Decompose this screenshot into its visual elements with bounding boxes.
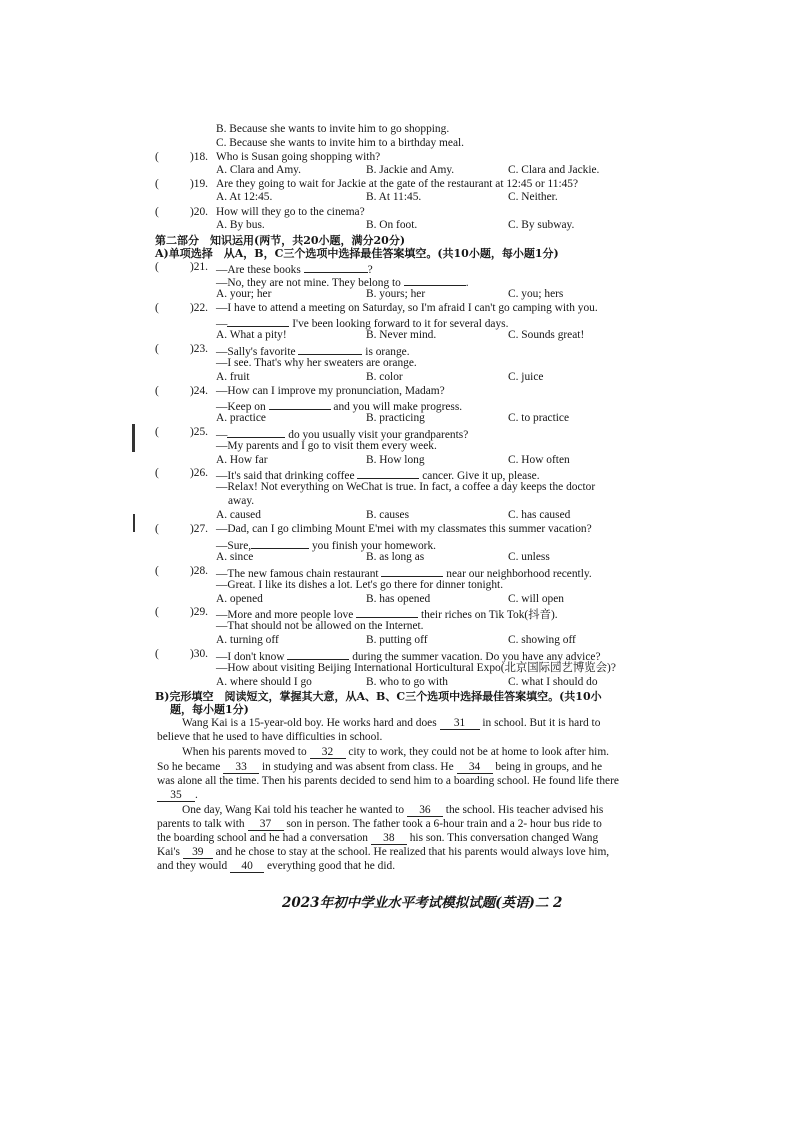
question-text: — [216, 318, 228, 330]
question-text: —Sure, [216, 540, 252, 552]
passage-line [157, 818, 602, 831]
q19-option-b: B. At 11:45. [366, 191, 422, 203]
q19-option-c: C. Neither. [508, 191, 558, 203]
cloze-blank-37 [248, 819, 284, 831]
passage-text: city to work, they could not be at home to look after him. [348, 746, 610, 758]
passage-text: . [195, 789, 198, 801]
passage-text: in school. But it is hard to [482, 717, 601, 729]
cloze-blank-34 [457, 762, 493, 774]
question-text: —Sally's favorite [216, 346, 296, 358]
question-text: —I don't know [216, 651, 285, 663]
cloze-number: 36 [419, 804, 431, 816]
question-text: you finish your homework. [311, 540, 437, 552]
question-text: —It's said that drinking coffee [216, 470, 355, 482]
answer-blank [227, 426, 285, 438]
q19-paren: ( [155, 178, 159, 190]
passage-line [157, 832, 598, 845]
question-text: ? [367, 264, 373, 276]
option-b: B. who to go with [366, 676, 448, 688]
question-paren: ( [155, 606, 159, 618]
option-c: C. what I should do [508, 676, 598, 688]
question-number: )21. [190, 261, 209, 273]
question-line-2: —My parents and I go to visit them every week. [216, 440, 437, 452]
option-a: A. How far [216, 454, 268, 466]
question-line-2: —Great. I like its dishes a lot. Let's go there for dinner tonight. [216, 579, 504, 591]
passage-text: being in groups, and he [495, 761, 603, 773]
cloze-number: 34 [468, 761, 481, 773]
question-text: do you usually visit your grandparents? [288, 429, 469, 441]
question-number: )30. [190, 648, 209, 660]
answer-blank [381, 565, 443, 577]
passage-line [157, 860, 395, 873]
question-text: and you will make progress. [333, 401, 463, 413]
question-number: )22. [190, 302, 209, 314]
q19-number: )19. [190, 178, 209, 190]
answer-blank [356, 606, 418, 618]
option-b: B. How long [366, 454, 425, 466]
option-c: C. to practice [508, 412, 570, 424]
option-c: C. juice [508, 371, 544, 383]
question-text: —Are these books [216, 264, 301, 276]
question-number: )29. [190, 606, 209, 618]
cloze-blank-38 [371, 833, 407, 845]
passage-text: the school. His teacher advised his [445, 804, 604, 816]
question-paren: ( [155, 343, 159, 355]
q20-option-b: B. On foot. [366, 219, 418, 231]
question-number: )24. [190, 385, 209, 397]
question-text: I've been looking forward to it for several days. [292, 318, 509, 330]
option-c: C. will open [508, 593, 565, 605]
q20-option-c: C. By subway. [508, 219, 575, 231]
option-b: B. practicing [366, 412, 425, 424]
passage-text: When his parents moved to [182, 746, 307, 758]
answer-blank [304, 261, 368, 273]
cloze-number: 33 [235, 761, 247, 773]
option-a: A. since [216, 551, 254, 563]
question-line-3: away. [228, 495, 255, 507]
option-c: C. Sounds great! [508, 329, 585, 341]
question-text: near our neighborhood recently. [446, 568, 592, 580]
option-b: B. yours; her [366, 288, 426, 300]
q17-option-b: B. Because she wants to invite him to go shopping. [216, 123, 450, 135]
q18-option-c: C. Clara and Jackie. [508, 164, 600, 176]
passage-text: Wang Kai is a 15-year-old boy. He works hard and does [182, 717, 437, 729]
q20-number: )20. [190, 206, 209, 218]
question-paren: ( [155, 426, 159, 438]
question-text: — [216, 429, 228, 441]
q18-stem: Who is Susan going shopping with? [216, 151, 381, 163]
question-paren: ( [155, 385, 159, 397]
question-paren: ( [155, 467, 159, 479]
cloze-number: 31 [453, 717, 466, 729]
passage-line [157, 846, 609, 859]
passage-line [182, 804, 603, 817]
passage-line [182, 717, 600, 730]
question-paren: ( [155, 261, 159, 273]
answer-blank [287, 648, 349, 660]
q20-paren: ( [155, 206, 159, 218]
option-b: B. putting off [366, 634, 428, 646]
passage-line [182, 746, 609, 759]
option-c: C. showing off [508, 634, 576, 646]
question-text: is orange. [365, 346, 410, 358]
q18-number: )18. [190, 151, 209, 163]
option-b: B. has opened [366, 593, 431, 605]
answer-blank [251, 537, 309, 549]
section-b-instructions: B)完形填空 阅读短文，掌握其大意，从A、B、C三个选项中选择最佳答案填空。(共10小 [155, 690, 602, 703]
option-a: A. caused [216, 509, 261, 521]
option-a: A. practice [216, 412, 266, 424]
option-b: B. color [366, 371, 403, 383]
passage-text: the boarding school and he had a conversation [157, 832, 368, 844]
question-paren: ( [155, 523, 159, 535]
answer-blank [269, 398, 331, 410]
scan-mark [133, 514, 135, 532]
cloze-blank-35 [157, 790, 195, 802]
question-line-2: —I see. That's why her sweaters are orange. [216, 357, 417, 369]
passage-line: believe that he used to have difficulties in school. [157, 731, 383, 743]
option-a: A. fruit [216, 371, 250, 383]
option-a: A. What a pity! [216, 329, 287, 341]
scan-mark [132, 424, 135, 452]
question-number: )26. [190, 467, 209, 479]
passage-line: was alone all the time. Then his parents decided to send him to a boarding school. He found life there [157, 775, 619, 787]
passage-line [157, 761, 602, 774]
option-a: A. where should I go [216, 676, 312, 688]
passage-text: everything good that he did. [266, 860, 396, 872]
answer-blank [357, 467, 419, 479]
question-number: )25. [190, 426, 209, 438]
passage-text: Kai's [157, 846, 180, 858]
cloze-number: 39 [192, 846, 204, 858]
question-number: )28. [190, 565, 209, 577]
question-number: )23. [190, 343, 209, 355]
q20-stem: How will they go to the cinema? [216, 206, 365, 218]
passage-text: parents to talk with [157, 818, 245, 830]
q18-option-b: B. Jackie and Amy. [366, 164, 455, 176]
cloze-number: 35 [170, 789, 182, 801]
cloze-number: 38 [383, 832, 395, 844]
option-a: A. your; her [216, 288, 272, 300]
q19-stem: Are they going to wait for Jackie at the gate of the restaurant at 12:45 or 11:45? [216, 178, 579, 190]
passage-text: his son. This conversation changed Wang [409, 832, 599, 844]
question-text: during the summer vacation. Do you have any advice? [352, 651, 601, 663]
passage-text: in studying and was absent from class. He [261, 761, 454, 773]
option-b: B. as long as [366, 551, 425, 563]
question-text: cancer. Give it up, please. [422, 470, 540, 482]
passage-line [157, 789, 198, 802]
option-b: B. Never mind. [366, 329, 437, 341]
option-c: C. has caused [508, 509, 571, 521]
option-c: C. How often [508, 454, 570, 466]
q18-paren: ( [155, 151, 159, 163]
cloze-blank-31 [440, 718, 480, 730]
option-a: A. opened [216, 593, 263, 605]
q20-option-a: A. By bus. [216, 219, 265, 231]
cloze-blank-32 [310, 747, 346, 759]
option-b: B. causes [366, 509, 410, 521]
question-text: —The new famous chain restaurant [216, 568, 379, 580]
question-paren: ( [155, 565, 159, 577]
passage-text: and they would [157, 860, 228, 872]
question-paren: ( [155, 302, 159, 314]
option-c: C. unless [508, 551, 550, 563]
cloze-number: 40 [241, 860, 253, 872]
passage-text: son in person. The father took a 6-hour train and a 2- hour bus ride to [286, 818, 602, 830]
cloze-blank-39 [183, 847, 213, 859]
question-line-1: —How can I improve my pronunciation, Madam? [216, 385, 445, 397]
cloze-blank-33 [223, 762, 259, 774]
question-line-1: —I have to attend a meeting on Saturday, so I'm afraid I can't go camping with you. [216, 302, 598, 314]
question-text: their riches on Tik Tok(抖音). [421, 609, 558, 621]
cloze-number: 32 [321, 746, 334, 758]
question-number: )27. [190, 523, 209, 535]
q19-option-a: A. At 12:45. [216, 191, 273, 203]
question-text: . [465, 277, 469, 289]
answer-blank [404, 274, 466, 286]
question-text: —No, they are not mine. They belong to [216, 277, 401, 289]
answer-blank [298, 343, 362, 355]
question-line-2: —That should not be allowed on the Internet. [216, 620, 424, 632]
question-text: —More and more people love [216, 609, 354, 621]
cloze-number: 37 [259, 818, 272, 830]
answer-blank [227, 315, 289, 327]
passage-text: One day, Wang Kai told his teacher he wanted to [182, 804, 405, 816]
passage-text: and he chose to stay at the school. He realized that his parents would always love him, [215, 846, 610, 858]
section-a-instructions: A)单项选择 从A，B，C三个选项中选择最佳答案填空。(共10小题，每小题1分) [155, 247, 559, 260]
cloze-blank-40 [230, 861, 264, 873]
q17-option-c: C. Because she wants to invite him to a birthday meal. [216, 137, 465, 149]
page-footer: 2023年初中学业水平考试模拟试题(英语)二 2 [282, 895, 563, 911]
option-c: C. you; hers [508, 288, 564, 300]
option-a: A. turning off [216, 634, 279, 646]
question-line-2: —How about visiting Beijing International Horticultural Expo(北京国际园艺博览会)? [216, 662, 616, 674]
question-line-1: —Dad, can I go climbing Mount E'mei with my classmates this summer vacation? [216, 523, 592, 535]
cloze-blank-36 [407, 805, 443, 817]
part2-title: 第二部分 知识运用(两节，共20小题，满分20分) [155, 234, 406, 247]
passage-text: So he became [157, 761, 221, 773]
question-line-2: —Relax! Not everything on WeChat is true. In fact, a coffee a day keeps the doctor [216, 481, 596, 493]
question-paren: ( [155, 648, 159, 660]
section-b-instructions-cont: 题，每小题1分) [170, 703, 249, 716]
question-text: —Keep on [216, 401, 266, 413]
q18-option-a: A. Clara and Amy. [216, 164, 301, 176]
